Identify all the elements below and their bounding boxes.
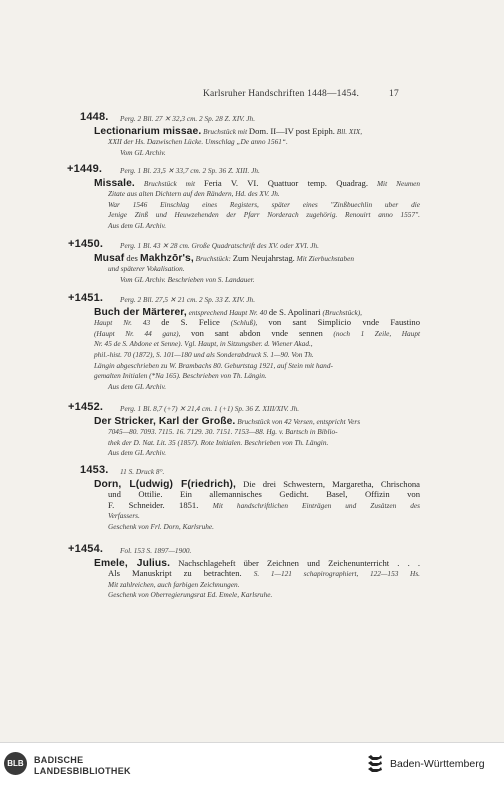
entry-text: de S. Apolinari xyxy=(268,306,321,317)
entry-text-line xyxy=(108,136,288,147)
running-head xyxy=(0,89,504,101)
entry-text: Aus dem GL Archiv. xyxy=(108,221,167,230)
entry-text: Zum Neujahrstag. xyxy=(232,252,295,263)
entry-text-line xyxy=(94,558,420,569)
entry-physical-description xyxy=(120,113,255,124)
entry-text: Perg. 1 Bl. 8,7 (+7) ✕ 21,4 cm. 1 (+1) Sp. 36 Z. XIII/XIV. Jh. xyxy=(120,404,300,413)
entry-text-line xyxy=(108,188,280,199)
entry-text: Mit Neumen xyxy=(367,178,421,188)
library-name-line-1: BADISCHE xyxy=(34,755,84,765)
entry-text: XXII der Hs. Dazwischen Lücke. Umschlag „De anno 1561“. xyxy=(108,137,288,147)
entry-physical-description xyxy=(120,240,319,251)
entry-text-line xyxy=(108,579,239,590)
partner-name[interactable]: Baden-Württemberg xyxy=(390,758,485,770)
entry-text-line xyxy=(94,328,420,339)
entry-number: +1449. xyxy=(67,163,103,175)
entry-text: Vom GL Archiv. Beschrieben von S. Landauer. xyxy=(120,274,255,284)
entry-text: Fol. 153 S. 1897—1900. xyxy=(120,546,192,555)
entry-title: Dorn, L(udwig) F(riedrich), xyxy=(94,478,236,490)
entry-title: Der Stricker, Karl der Große. xyxy=(94,415,236,427)
entry-text: Mit handschriftlichen Einträgen und Zusätzen des xyxy=(212,500,420,510)
entry-text: Haupt Nr. 43 xyxy=(94,318,162,328)
entry-text-line xyxy=(108,500,420,511)
entry-text: Mit zahlreichen, auch farbigen Zeichnungen. xyxy=(108,579,240,589)
entry-text: Aus dem GL Archiv. xyxy=(108,448,167,458)
entry-text: gemalten Initialen (*Na 165). Beschrieben von Th. Längin. xyxy=(94,371,267,381)
entry-physical-description xyxy=(120,403,299,414)
entry-text-line xyxy=(108,589,272,600)
entry-number: 1453. xyxy=(80,464,109,476)
entry-text: Bll. XIX, xyxy=(334,126,363,136)
entry-text: (noch 1 Zeile, Haupt xyxy=(322,328,421,338)
entry-text: des xyxy=(124,252,141,263)
entry-text: de S. Felice xyxy=(161,317,220,328)
lions-coat-of-arms-icon xyxy=(365,753,385,775)
entry-text: Mit Zierbuchstaben xyxy=(294,253,354,263)
entry-text: (Bruchstück), xyxy=(320,307,362,317)
entry-text-line xyxy=(108,447,166,458)
entry-text: Geschenk von Frl. Dorn, Karlsruhe. xyxy=(108,522,214,531)
entry-text: Perg. 1 Bl. 23,5 ✕ 33,7 cm. 2 Sp. 36 Z. XIII. Jh. xyxy=(120,166,260,175)
entry-text: Perg. 1 Bl. 43 ✕ 28 cm. Große Quadratschrift des XV. oder XVI. Jh. xyxy=(120,241,319,250)
page-number: 17 xyxy=(389,89,399,99)
entry-text-line xyxy=(108,437,328,448)
entry-text-line xyxy=(94,370,267,381)
entry-title: Makhzōr's, xyxy=(140,252,194,264)
entry-text: Vom GL Archiv. xyxy=(120,147,166,157)
entry-text-line xyxy=(94,349,314,360)
blb-logo[interactable]: BLB xyxy=(4,752,27,775)
entry-text: Verfassers. xyxy=(108,511,140,521)
entry-text-line xyxy=(94,317,420,328)
entry-text-line xyxy=(108,521,214,532)
entry-title: Lectionarium missae. xyxy=(94,125,202,137)
entry-text-line xyxy=(94,307,362,318)
entry-text: Die drei Schwestern, Margaretha, Chrischona xyxy=(235,478,420,489)
entry-text: Perg. 2 Bll. 27 ✕ 32,3 cm. 2 Sp. 28 Z. XIV. Jh. xyxy=(120,114,256,123)
entry-text: Dom. II—IV post Epiph. xyxy=(248,125,335,136)
entry-text-line xyxy=(94,338,313,349)
entry-text: Bruchstück mit xyxy=(134,178,204,188)
entry-title: Emele, Julius. xyxy=(94,557,171,569)
entry-text: Geschenk von Oberregierungsrat Ed. Emele, Karlsruhe. xyxy=(108,590,273,600)
entry-number: 1448. xyxy=(80,111,109,123)
entry-text-line xyxy=(108,510,140,521)
entry-text: thek der D. Nat. Lit. 35 (1857). Rote Initialen. Beschrieben von Th. Längin. xyxy=(108,437,329,447)
entry-text-line xyxy=(94,360,333,371)
entry-title: Buch der Märterer, xyxy=(94,306,187,318)
entry-text: Zitate aus alten Dichtern auf den Rändern, Hd. des XV. Jh. xyxy=(108,189,280,199)
entry-physical-description xyxy=(120,545,191,556)
entry-text: Aus dem GL Archiv. xyxy=(108,381,167,391)
entry-text: Längin abgeschrieben zu W. Brambachs 80. Geburtstag 1921, auf Stein mit hand- xyxy=(94,360,333,370)
entry-text-line xyxy=(108,489,420,500)
entry-text: War 1546 Einschlag eines Registers, später eines "Zinßbuechlin uber die xyxy=(108,199,420,209)
entry-text: 7045—80. 7093. 7115. 16. 7129. 30. 7151. 7153—88. Hg. v. Bartsch in Biblio- xyxy=(108,427,338,437)
entry-text: Perg. 2 Bll. 27,5 ✕ 21 cm. 2 Sp. 33 Z. XIV. Jh. xyxy=(120,295,256,304)
entry-text-line xyxy=(94,416,360,427)
entry-physical-description xyxy=(120,165,260,176)
entry-number: +1450. xyxy=(68,238,104,250)
entry-text: phil.-hist. 70 (1872), S. 101—180 und als Sonderabdruck S. 1—90. Von Th. xyxy=(94,350,314,359)
entry-text: Jenige Zinß und Heuwzehenden der Pfarr Norderach zugehörig. Renouirt anno 1557". xyxy=(108,210,420,220)
entry-text: Als Manuskript zu betrachten. xyxy=(108,568,254,579)
entry-text-line xyxy=(108,568,420,579)
entry-number: +1452. xyxy=(68,401,104,413)
entry-physical-description xyxy=(120,294,255,305)
entry-text: Nachschlageheft über Zeichnen und Zeichenunterricht . . . xyxy=(170,557,421,568)
library-name-line-2: LANDESBIBLIOTHEK xyxy=(34,766,131,776)
entry-text-line xyxy=(108,263,185,274)
entry-text-line xyxy=(108,199,420,210)
footer-bar xyxy=(0,742,504,789)
entry-text-line xyxy=(108,220,166,231)
entry-text-line xyxy=(94,126,362,137)
entry-text: und späterer Vokalisation. xyxy=(108,264,185,274)
entry-title: Musaf xyxy=(94,252,125,264)
entry-text-line xyxy=(94,479,420,490)
entry-text: Feria V. VI. Quattuor temp. Quadrag. xyxy=(204,177,368,188)
entry-text: 11 S. Druck 8°. xyxy=(120,467,165,476)
entry-text: Bruchstück: xyxy=(193,253,233,263)
entry-text-line xyxy=(108,381,166,392)
entry-text: S. 1—121 schapirographiert, 122—153 Hs. xyxy=(253,569,420,579)
entry-text: und Ottilie. Ein allemannisches Gedicht. Basel, Offizin von xyxy=(108,489,420,500)
entry-text-line xyxy=(120,147,166,158)
entry-text: entsprechend Haupt Nr. 40 xyxy=(186,307,269,317)
entry-text-line xyxy=(94,253,354,264)
entry-text-line xyxy=(120,274,255,285)
entry-title: Missale. xyxy=(94,177,135,189)
entry-text: F. Schneider. 1851. xyxy=(108,499,213,510)
running-head-title: Karlsruher Handschriften 1448—1454. xyxy=(203,89,360,99)
entry-text: (Haupt Nr. 44 ganz), xyxy=(94,328,191,338)
entry-number: +1454. xyxy=(68,543,104,555)
entry-text: von sant Simplicio vnde Faustino xyxy=(268,317,420,328)
entry-text-line xyxy=(94,178,420,189)
entry-text-line xyxy=(108,209,420,220)
entry-physical-description xyxy=(120,466,164,477)
entry-number: +1451. xyxy=(68,292,104,304)
entry-text-line xyxy=(108,426,338,437)
entry-text: Bruchstück von 42 Versen, entspricht Vers xyxy=(235,416,361,426)
entry-text: (Schluß), xyxy=(219,318,269,328)
entry-text: von sant abdon vnde sennen xyxy=(190,327,323,338)
entry-text: Bruchstück mit xyxy=(201,126,249,136)
entry-text: Nr. 45 de S. Abdone et Senne). Vgl. Haupt, in Sitzungsber. d. Wiener Akad., xyxy=(94,339,313,349)
